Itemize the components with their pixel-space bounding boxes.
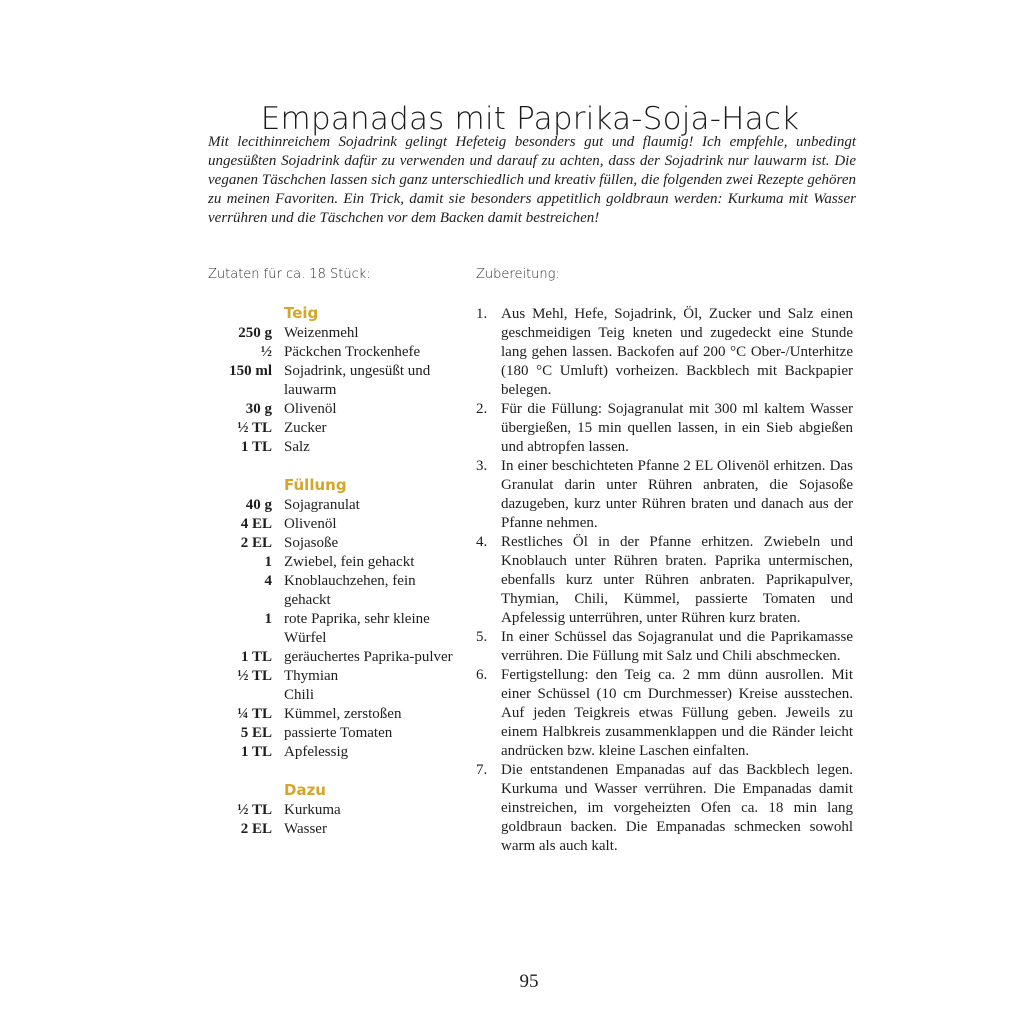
step-text: Restliches Öl in der Pfanne erhitzen. Zwiebeln und Knoblauch unter Rühren braten. Paprika untermischen, ebenfalls kurz unter Rühren anbraten. Paprikapulver, Thymian, Chili, Kümmel, passierte Tomaten und Apfelessig unterrühren, unter Rühren kurz braten. <box>501 534 853 626</box>
ingredient-quantity: 4 EL <box>240 516 272 532</box>
step-number: 7. <box>476 762 488 778</box>
preparation-step <box>476 533 853 628</box>
ingredient-quantity: 30 g <box>245 401 272 417</box>
ingredient-quantity: ½ TL <box>237 802 272 818</box>
step-number: 6. <box>476 667 488 683</box>
ingredient-name: Wasser <box>284 821 327 837</box>
ingredient-row <box>208 648 458 667</box>
step-text: Für die Füllung: Sojagranulat mit 300 ml kaltem Wasser übergießen, 15 min quellen lassen, in ein Sieb abgießen und abtropfen lassen. <box>501 401 853 455</box>
ingredient-name: Sojasoße <box>284 535 339 551</box>
ingredient-name: Weizenmehl <box>284 325 359 341</box>
ingredient-row <box>208 343 458 362</box>
ingredient-quantity: 1 TL <box>241 649 272 665</box>
ingredient-quantity: ½ TL <box>237 668 272 684</box>
ingredient-row <box>208 801 458 820</box>
ingredient-group-title: Füllung <box>284 476 347 494</box>
ingredient-name: Apfelessig <box>284 744 349 760</box>
preparation-step <box>476 666 853 761</box>
ingredient-row <box>208 553 458 572</box>
ingredient-quantity: 4 <box>264 573 272 589</box>
ingredient-quantity: ½ <box>260 344 272 360</box>
preparation-step <box>476 628 853 666</box>
step-text: Die entstandenen Empanadas auf das Backblech legen. Kurkuma und Wasser verrühren. Die Empanadas damit einstreichen, im vorgeheizten Ofen ca. 18 min lang goldbraun backen. Die Empanadas schmecken sowohl warm als auch kalt. <box>501 762 853 854</box>
ingredient-quantity: 5 EL <box>240 725 272 741</box>
preparation-step <box>476 761 853 856</box>
preparation-steps <box>476 305 853 856</box>
ingredients-heading: Zutaten für ca. 18 Stück: <box>208 267 371 282</box>
ingredient-quantity: 1 <box>264 554 272 570</box>
ingredient-quantity: ¼ TL <box>237 706 272 722</box>
preparation-heading: Zubereitung: <box>476 267 560 282</box>
ingredient-quantity: 250 g <box>238 325 272 341</box>
ingredient-name: Chili <box>284 687 315 703</box>
step-number: 1. <box>476 306 488 322</box>
ingredient-name: Kurkuma <box>284 802 341 818</box>
ingredient-quantity: 2 EL <box>240 821 272 837</box>
intro-text: Mit lecithinreichem Sojadrink gelingt Hefeteig besonders gut und flaumig! Ich empfehle, unbedingt ungesüßten Sojadrink dafür zu verwenden und darauf zu achten, dass der Sojadrink nur lauwarm ist. Die veganen Täschchen lassen sich ganz unterschiedlich und kreativ füllen, die folgenden zwei Rezepte gehören zu meinen Favoriten. Ein Trick, damit sie besonders appetitlich goldbraun werden: Kurkuma mit Wasser verrühren und die Täschchen vor dem Backen damit bestreichen! <box>208 134 856 226</box>
ingredient-quantity: 1 <box>264 611 272 627</box>
step-number: 3. <box>476 458 488 474</box>
ingredient-row <box>208 400 458 419</box>
step-number: 2. <box>476 401 488 417</box>
ingredient-quantity: ½ TL <box>237 420 272 436</box>
ingredient-row <box>208 610 458 648</box>
ingredient-row <box>208 362 458 400</box>
ingredient-group-title: Teig <box>284 304 319 322</box>
ingredient-name: Salz <box>284 439 310 455</box>
ingredient-group <box>208 302 458 457</box>
ingredient-quantity: 150 ml <box>229 363 272 379</box>
ingredient-row <box>208 496 458 515</box>
ingredient-name: Knoblauchzehen, fein gehackt <box>284 573 416 608</box>
ingredient-row <box>208 686 458 705</box>
ingredient-row <box>208 324 458 343</box>
ingredient-name: Zwiebel, fein gehackt <box>284 554 415 570</box>
ingredient-row <box>208 419 458 438</box>
ingredient-name: Olivenöl <box>284 401 337 417</box>
ingredient-name: Sojagranulat <box>284 497 360 513</box>
ingredient-name: Päckchen Trockenhefe <box>284 344 421 360</box>
ingredient-quantity: 40 g <box>245 497 272 513</box>
ingredient-row <box>208 667 458 686</box>
ingredient-quantity: 1 TL <box>241 439 272 455</box>
step-text: Fertigstellung: den Teig ca. 2 mm dünn ausrollen. Mit einer Schüssel (10 cm Durchmesser) Kreise ausstechen. Auf jeden Teigkreis etwas Füllung geben. Jeweils zu einem Halbkreis zusammenklappen und die Ränder leicht andrücken bzw. kleine Laschen einfalten. <box>501 667 853 759</box>
step-text: In einer Schüssel das Sojagranulat und die Paprikamasse verrühren. Die Füllung mit Salz und Chili abschmecken. <box>501 629 853 664</box>
ingredient-row <box>208 515 458 534</box>
ingredient-name: Thymian <box>284 668 339 684</box>
ingredient-row <box>208 820 458 839</box>
ingredients-list <box>208 302 458 856</box>
ingredient-name: Zucker <box>284 420 327 436</box>
ingredient-row <box>208 572 458 610</box>
ingredient-row <box>208 438 458 457</box>
step-number: 4. <box>476 534 488 550</box>
ingredient-name: geräuchertes Paprika-pulver <box>284 649 453 665</box>
ingredient-quantity: 1 TL <box>241 744 272 760</box>
page-title: Empanadas mit Paprika-Soja-Hack <box>260 100 800 137</box>
ingredient-quantity <box>208 686 284 705</box>
page-number: 95 <box>519 971 539 992</box>
ingredient-name: Kümmel, zerstoßen <box>284 706 402 722</box>
preparation-step <box>476 400 853 457</box>
ingredient-row <box>208 724 458 743</box>
step-text: In einer beschichteten Pfanne 2 EL Olivenöl erhitzen. Das Granulat darin unter Rühren anbraten, die Sojasoße dazugeben, kurz unter Rühren braten und danach aus der Pfanne nehmen. <box>501 458 853 531</box>
ingredient-row <box>208 743 458 762</box>
ingredient-group <box>208 474 458 762</box>
ingredient-name: Sojadrink, ungesüßt und lauwarm <box>284 363 431 398</box>
ingredient-name: Olivenöl <box>284 516 337 532</box>
ingredient-group-title: Dazu <box>284 781 326 799</box>
ingredient-name: passierte Tomaten <box>284 725 393 741</box>
step-number: 5. <box>476 629 488 645</box>
preparation-step <box>476 457 853 533</box>
step-text: Aus Mehl, Hefe, Sojadrink, Öl, Zucker und Salz einen geschmeidigen Teig kneten und zugedeckt eine Stunde lang gehen lassen. Backofen auf 200 °C Ober-/Unterhitze (180 °C Umluft) vorheizen. Backblech mit Backpapier belegen. <box>501 306 853 398</box>
ingredient-name: rote Paprika, sehr kleine Würfel <box>284 611 430 646</box>
ingredient-row <box>208 705 458 724</box>
ingredient-row <box>208 534 458 553</box>
ingredient-group <box>208 779 458 839</box>
preparation-step <box>476 305 853 400</box>
ingredient-quantity: 2 EL <box>240 535 272 551</box>
